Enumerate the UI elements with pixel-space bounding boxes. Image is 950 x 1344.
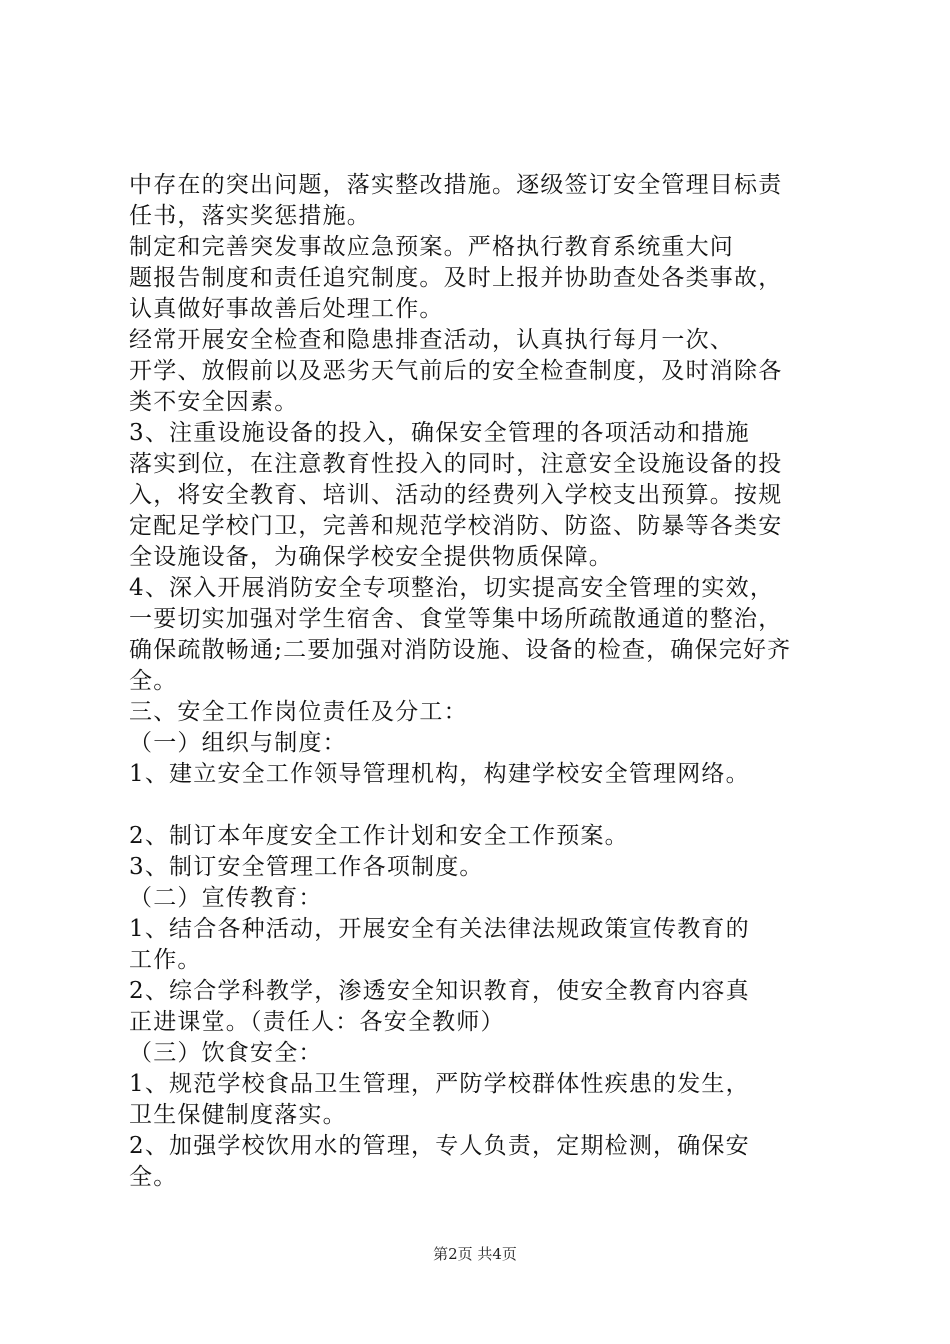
text-line: 三、安全工作岗位责任及分工： [129,699,468,725]
text-line: 2、综合学科教学，渗透安全知识教育，使安全教育内容真 [129,978,750,1004]
text-line: 定配足学校门卫，完善和规范学校消防、防盗、防暴等各类安 [129,513,783,539]
text-line: 一要切实加强对学生宿舍、食堂等集中场所疏散通道的整治， [129,606,783,632]
text-line: 类不安全因素。 [129,389,299,415]
text-line: 正进课堂。（责任人：各安全教师） [129,1009,505,1035]
text-line: 确保疏散畅通;二要加强对消防设施、设备的检查，确保完好齐 [129,637,792,663]
text-line: 1、结合各种活动，开展安全有关法律法规政策宣传教育的 [129,916,750,942]
text-line: （二）宣传教育： [129,885,323,911]
text-line: 1、建立安全工作领导管理机构，构建学校安全管理网络。 [129,761,750,787]
text-line: （三）饮食安全： [129,1040,323,1066]
text-line: 制定和完善突发事故应急预案。严格执行教育系统重大问 [129,234,734,260]
text-line: 4、深入开展消防安全专项整治，切实提高安全管理的实效， [129,575,775,601]
text-line: 全。 [129,668,178,694]
text-line: 2、加强学校饮用水的管理，专人负责，定期检测，确保安 [129,1133,750,1159]
text-line: 认真做好事故善后处理工作。 [129,296,444,322]
text-line: 题报告制度和责任追究制度。及时上报并协助查处各类事故， [129,265,783,291]
text-line: 中存在的突出问题，落实整改措施。逐级签订安全管理目标责 [129,172,783,198]
text-line: 开学、放假前以及恶劣天气前后的安全检查制度，及时消除各 [129,358,783,384]
text-line: 工作。 [129,947,202,973]
document-body [129,170,839,1193]
text-line: 任书，落实奖惩措施。 [129,203,371,229]
text-line: （一）组织与制度： [129,730,347,756]
text-line: 全设施设备，为确保学校安全提供物质保障。 [129,544,613,570]
blank-line [129,790,839,821]
text-line: 经常开展安全检查和隐患排查活动，认真执行每月一次、 [129,327,734,353]
text-line: 落实到位，在注意教育性投入的同时，注意安全设施设备的投 [129,451,783,477]
text-line: 1、规范学校食品卫生管理，严防学校群体性疾患的发生， [129,1071,750,1097]
text-line: 卫生保健制度落实。 [129,1102,347,1128]
text-line: 全。 [129,1164,178,1190]
text-line: 3、注重设施设备的投入，确保安全管理的各项活动和措施 [129,420,750,446]
text-line: 2、制订本年度安全工作计划和安全工作预案。 [129,823,629,849]
text-line: 入，将安全教育、培训、活动的经费列入学校支出预算。按规 [129,482,783,508]
text-line: 3、制订安全管理工作各项制度。 [129,854,484,880]
page-footer: 第2页 共4页 [433,1245,517,1263]
